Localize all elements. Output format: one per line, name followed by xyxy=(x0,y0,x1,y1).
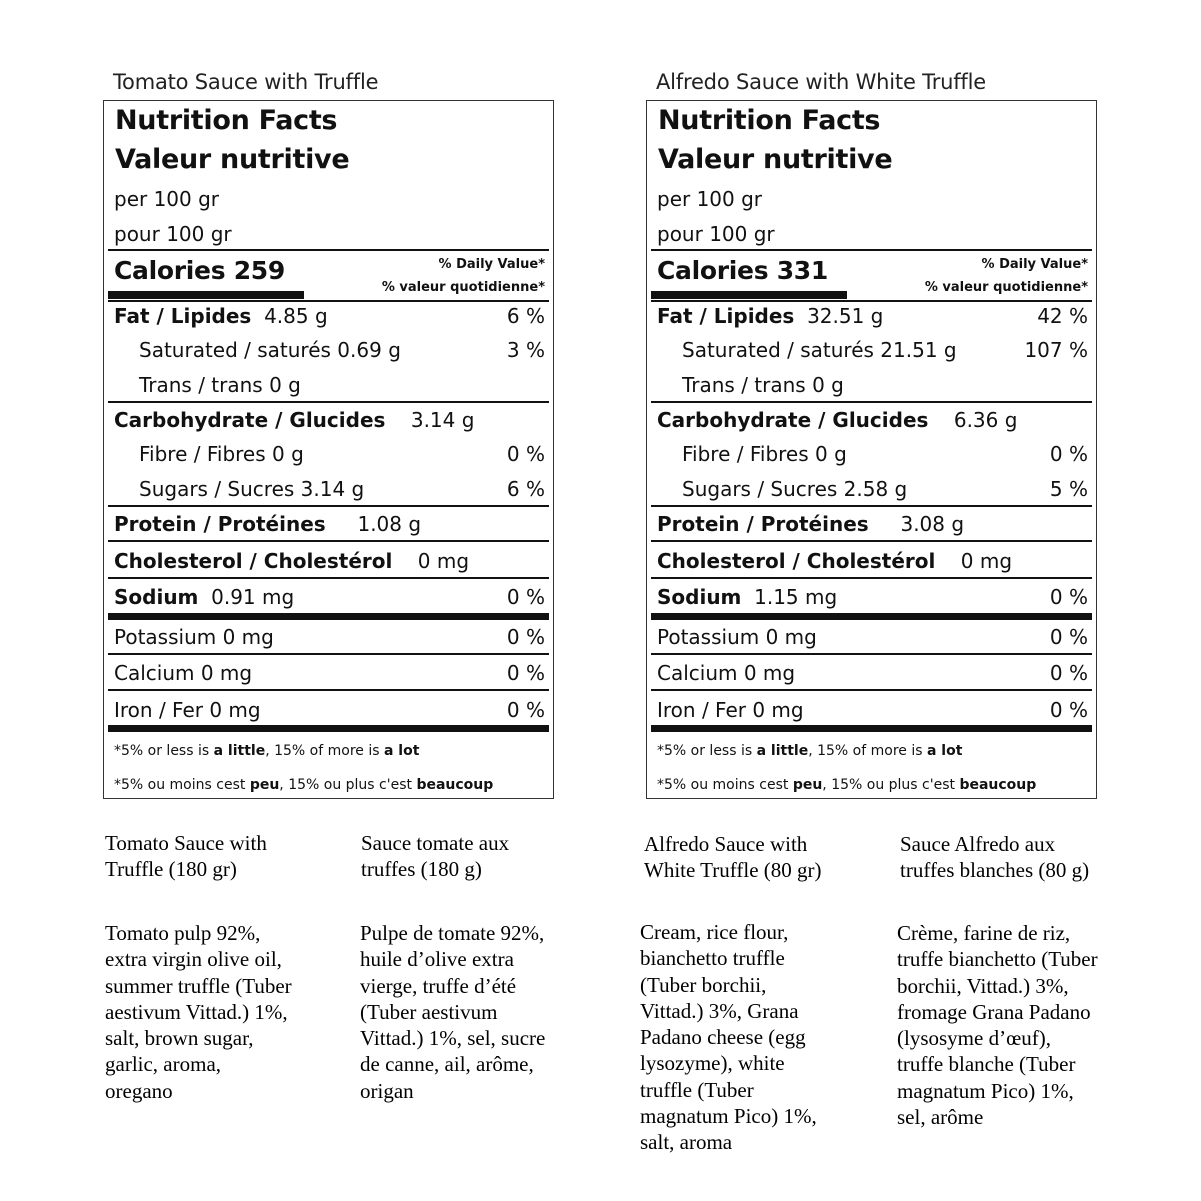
heading-fr: Valeur nutritive xyxy=(115,144,350,175)
fat-row xyxy=(657,304,1088,328)
heading-fr: Valeur nutritive xyxy=(658,144,893,175)
alfredo-label-title: Alfredo Sauce with White Truffle xyxy=(656,70,986,94)
daily-value-heading-fr: % valeur quotidienne* xyxy=(381,280,545,295)
tomato-label-title: Tomato Sauce with Truffle xyxy=(113,70,379,94)
protein-value: 3.08 g xyxy=(900,512,965,536)
fat-pct: 42 % xyxy=(1037,304,1088,328)
heading-en: Nutrition Facts xyxy=(115,105,338,136)
cholesterol-value: 0 mg xyxy=(417,549,470,573)
sodium-pct: 0 % xyxy=(1049,585,1088,609)
calcium-text: Calcium 0 mg xyxy=(657,661,796,685)
divider xyxy=(108,540,549,542)
sodium-pct: 0 % xyxy=(506,585,545,609)
saturated-pct: 3 % xyxy=(506,338,545,362)
calories-bar xyxy=(651,291,847,299)
protein-row xyxy=(657,512,1088,536)
divider xyxy=(108,689,549,691)
sugars-pct: 6 % xyxy=(506,477,545,501)
iron-row xyxy=(114,698,545,722)
potassium-row xyxy=(657,625,1088,649)
fibre-row xyxy=(682,442,1088,466)
saturated-row xyxy=(139,338,545,362)
divider xyxy=(651,300,1092,302)
trans-row xyxy=(682,373,1088,397)
carbohydrate-label: Carbohydrate / Glucides xyxy=(114,408,386,432)
iron-row xyxy=(657,698,1088,722)
saturated-row xyxy=(682,338,1088,362)
sodium-row xyxy=(657,585,1088,609)
divider xyxy=(651,689,1092,691)
divider xyxy=(108,505,549,507)
protein-label: Protein / Protéines xyxy=(657,512,869,536)
nutrition-facts-panel-alfredo xyxy=(646,100,1097,799)
divider xyxy=(108,653,549,655)
cholesterol-row xyxy=(657,549,1088,573)
serving-size-fr: pour 100 gr xyxy=(657,222,775,246)
carbohydrate-row xyxy=(114,408,545,432)
calories-bar xyxy=(108,291,304,299)
alfredo-ingredients-fr: Crème, farine de riz, truffe bianchetto (Tuber borchii, Vittad.) 3%, fromage Grana Padano (lysosyme d’œuf), truffe blanche (Tuber magnatum Pico) 1%, sel, arôme xyxy=(897,921,1098,1130)
serving-size-en: per 100 gr xyxy=(114,187,220,211)
potassium-pct: 0 % xyxy=(1049,625,1088,649)
fat-value: 32.51 g xyxy=(807,304,884,328)
sodium-value: 0.91 mg xyxy=(211,585,295,609)
sodium-label: Sodium xyxy=(114,585,199,609)
iron-pct: 0 % xyxy=(1049,698,1088,722)
sugars-pct: 5 % xyxy=(1049,477,1088,501)
fibre-pct: 0 % xyxy=(1049,442,1088,466)
calories: Calories 259 xyxy=(114,256,285,285)
calcium-row xyxy=(657,661,1088,685)
carbohydrate-value: 3.14 g xyxy=(410,408,475,432)
calcium-row xyxy=(114,661,545,685)
carbohydrate-row xyxy=(657,408,1088,432)
fibre-text: Fibre / Fibres 0 g xyxy=(682,442,847,466)
potassium-row xyxy=(114,625,545,649)
divider xyxy=(651,505,1092,507)
daily-value-heading-en: % Daily Value* xyxy=(981,257,1088,272)
tomato-ingredients-fr: Pulpe de tomate 92%, huile d’olive extra vierge, truffe d’été (Tuber aestivum Vittad.) 1%, sel, sucre de canne, ail, arôme, origan xyxy=(360,921,546,1103)
cholesterol-value: 0 mg xyxy=(960,549,1013,573)
divider xyxy=(651,401,1092,403)
fat-pct: 6 % xyxy=(506,304,545,328)
tomato-product-name-en: Tomato Sauce with Truffle (180 gr) xyxy=(105,831,267,882)
divider xyxy=(651,540,1092,542)
fat-row xyxy=(114,304,545,328)
saturated-pct: 107 % xyxy=(1024,338,1088,362)
potassium-pct: 0 % xyxy=(506,625,545,649)
sodium-row xyxy=(114,585,545,609)
divider xyxy=(108,249,549,251)
trans-text: Trans / trans 0 g xyxy=(682,373,844,397)
sodium-label: Sodium xyxy=(657,585,742,609)
daily-value-heading-en: % Daily Value* xyxy=(438,257,545,272)
calories: Calories 331 xyxy=(657,256,828,285)
fat-label: Fat / Lipides xyxy=(114,304,252,328)
sugars-text: Sugars / Sucres 2.58 g xyxy=(682,477,908,501)
trans-row xyxy=(139,373,545,397)
potassium-text: Potassium 0 mg xyxy=(657,625,817,649)
footnote-en: *5% or less is a little, 15% of more is a lot xyxy=(657,743,963,759)
carbohydrate-value: 6.36 g xyxy=(953,408,1018,432)
divider xyxy=(651,577,1092,579)
serving-size-en: per 100 gr xyxy=(657,187,763,211)
nutrition-facts-panel-tomato xyxy=(103,100,554,799)
cholesterol-label: Cholesterol / Cholestérol xyxy=(114,549,393,573)
potassium-text: Potassium 0 mg xyxy=(114,625,274,649)
daily-value-heading-fr: % valeur quotidienne* xyxy=(924,280,1088,295)
sugars-row xyxy=(682,477,1088,501)
divider xyxy=(108,577,549,579)
tomato-ingredients-en: Tomato pulp 92%, extra virgin olive oil, summer truffle (Tuber aestivum Vittad.) 1%, salt, brown sugar, garlic, aroma, oregano xyxy=(105,921,292,1103)
fibre-row xyxy=(139,442,545,466)
footnote-en: *5% or less is a little, 15% of more is a lot xyxy=(114,743,420,759)
iron-text: Iron / Fer 0 mg xyxy=(657,698,804,722)
thick-divider xyxy=(108,613,549,620)
sodium-value: 1.15 mg xyxy=(754,585,838,609)
divider xyxy=(108,300,549,302)
protein-row xyxy=(114,512,545,536)
serving-size-fr: pour 100 gr xyxy=(114,222,232,246)
heading-en: Nutrition Facts xyxy=(658,105,881,136)
calcium-text: Calcium 0 mg xyxy=(114,661,253,685)
thick-divider xyxy=(108,725,549,732)
calcium-pct: 0 % xyxy=(506,661,545,685)
divider xyxy=(108,401,549,403)
fat-label: Fat / Lipides xyxy=(657,304,795,328)
saturated-text: Saturated / saturés 21.51 g xyxy=(682,338,957,362)
fibre-text: Fibre / Fibres 0 g xyxy=(139,442,304,466)
sugars-text: Sugars / Sucres 3.14 g xyxy=(139,477,365,501)
cholesterol-label: Cholesterol / Cholestérol xyxy=(657,549,936,573)
protein-label: Protein / Protéines xyxy=(114,512,326,536)
protein-value: 1.08 g xyxy=(357,512,422,536)
calcium-pct: 0 % xyxy=(1049,661,1088,685)
cholesterol-row xyxy=(114,549,545,573)
alfredo-product-name-fr: Sauce Alfredo aux truffes blanches (80 g) xyxy=(900,832,1090,883)
trans-text: Trans / trans 0 g xyxy=(139,373,301,397)
sugars-row xyxy=(139,477,545,501)
alfredo-ingredients-en: Cream, rice flour, bianchetto truffle (Tuber borchii, Vittad.) 3%, Grana Padano cheese (egg lysozyme), white truffle (Tuber magnatum Pico) 1%, salt, aroma xyxy=(640,920,817,1155)
footnote-fr: *5% ou moins cest peu, 15% ou plus c'est beaucoup xyxy=(114,777,494,793)
iron-text: Iron / Fer 0 mg xyxy=(114,698,261,722)
saturated-text: Saturated / saturés 0.69 g xyxy=(139,338,401,362)
thick-divider xyxy=(651,725,1092,732)
footnote-fr: *5% ou moins cest peu, 15% ou plus c'est beaucoup xyxy=(657,777,1037,793)
iron-pct: 0 % xyxy=(506,698,545,722)
tomato-product-name-fr: Sauce tomate aux truffes (180 g) xyxy=(361,831,510,882)
divider xyxy=(651,249,1092,251)
thick-divider xyxy=(651,613,1092,620)
alfredo-product-name-en: Alfredo Sauce with White Truffle (80 gr) xyxy=(644,832,822,883)
carbohydrate-label: Carbohydrate / Glucides xyxy=(657,408,929,432)
divider xyxy=(651,653,1092,655)
fibre-pct: 0 % xyxy=(506,442,545,466)
fat-value: 4.85 g xyxy=(264,304,328,328)
